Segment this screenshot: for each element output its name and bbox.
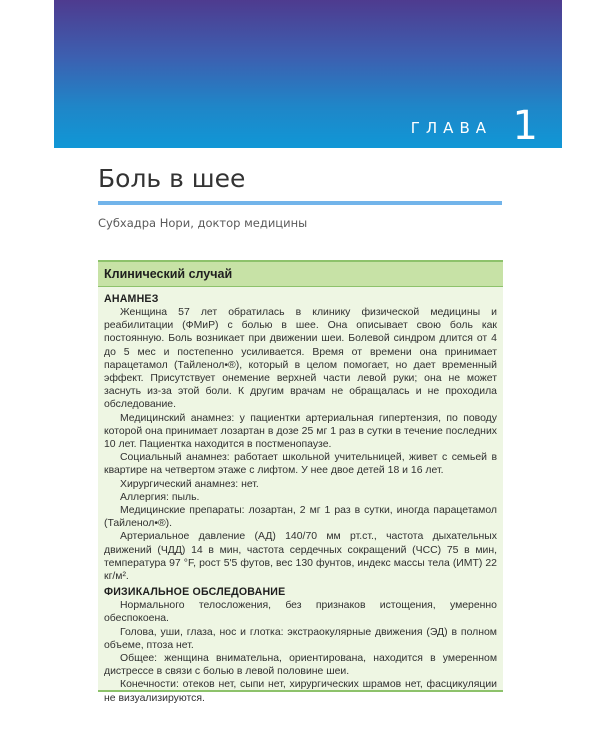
paragraph: Социальный анамнез: работает школьной учительницей, живет с семьей в квартире на четвертом этаже с лифтом. У нее двое детей 18 и 16 лет. — [104, 452, 497, 477]
section-heading-anamnesis: АНАМНЕЗ — [104, 293, 159, 305]
case-body — [98, 287, 503, 705]
paragraph: Общее: женщина внимательна, ориентирована, находится в умеренном дистрессе в связи с болью в левой половине шеи. — [104, 653, 497, 678]
chapter-label: ГЛАВА — [410, 119, 492, 137]
paragraph: Медицинские препараты: лозартан, 2 мг 1 раз в сутки, иногда парацетамол (Тайленол•®). — [104, 505, 497, 530]
chapter-banner — [54, 0, 562, 148]
author-line: Субхадра Нори, доктор медицины — [98, 216, 308, 230]
paragraph: Голова, уши, глаза, нос и глотка: экстраокулярные движения (ЭД) в полном объеме, птоза нет. — [104, 626, 497, 651]
chapter-title: Боль в шее — [98, 164, 246, 193]
paragraph: Аллергия: пыль. — [120, 491, 200, 503]
paragraph: Артериальное давление (АД) 140/70 мм рт.ст., частота дыхательных движений (ЧДД) 14 в мин, частота сердечных сокращений (ЧСС) 75 в мин, температура 97 °F, рост 5'5 футов, вес 130 фунтов, индекс массы тела (ИМТ) 22 кг/м². — [104, 531, 497, 583]
section-heading-physical-exam: ФИЗИКАЛЬНОЕ ОБСЛЕДОВАНИЕ — [104, 586, 286, 599]
paragraph: Медицинский анамнез: у пациентки артериальная гипертензия, по поводу которой она принимает лозартан в дозе 25 мг 1 раз в сутки в течение последних 10 лет. Пациентка находится в постменопаузе. — [104, 412, 497, 451]
chapter-number: 1 — [512, 103, 538, 149]
title-underline — [98, 201, 502, 205]
paragraph: Хирургический анамнез: нет. — [120, 478, 259, 490]
paragraph: Нормального телосложения, без признаков истощения, умеренно обеспокоена. — [104, 600, 497, 625]
clinical-case-box — [98, 260, 503, 704]
paragraph: Женщина 57 лет обратилась в клинику физической медицины и реабилитации (ФМиР) с болью в шее. Она описывает свою боль как постоянную. Боль возникает при движении шеи. Болевой синдром длится от 4 до 5 мес и постепенно усиливается. Время от времени она принимает парацетамол (Тайленол•®), который в целом помогает, но дает временный эффект. Присутствует онемение верхней части левой руки; она не может заснуть из-за этой боли. К другим врачам не обращалась и не проходила обследование. — [104, 307, 497, 411]
paragraph: Конечности: отеков нет, сыпи нет, хирургических шрамов нет, фасцикуляции не визуализируются. — [104, 679, 497, 704]
case-heading: Клинический случай — [98, 260, 503, 287]
